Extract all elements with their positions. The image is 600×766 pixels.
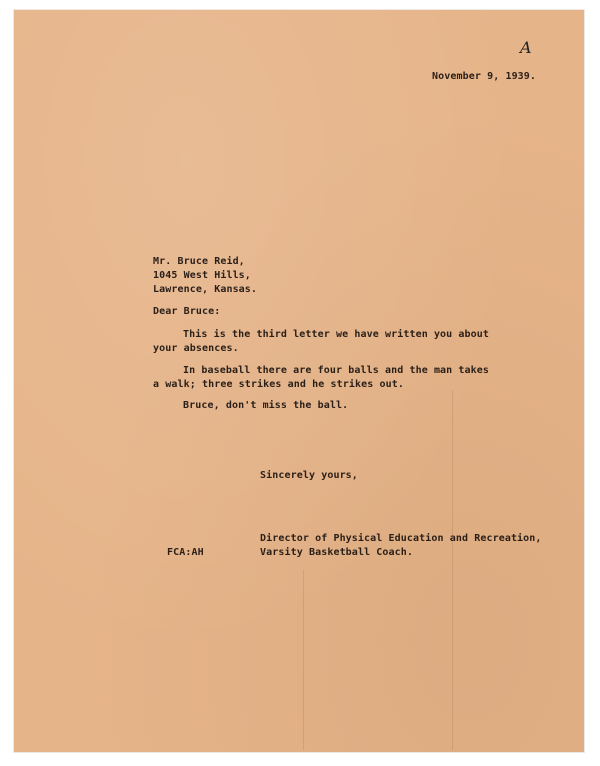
letter-date: November 9, 1939. <box>432 71 537 82</box>
letter-page <box>14 10 584 752</box>
corner-mark: A <box>520 38 532 57</box>
paragraph-3-line-1: Bruce, don't miss the ball. <box>183 400 349 411</box>
recipient-street: 1045 West Hills, <box>153 270 251 281</box>
closing: Sincerely yours, <box>260 470 358 481</box>
paragraph-2-line-1: In baseball there are four balls and the man takes <box>183 365 490 376</box>
paragraph-1-line-1: This is the third letter we have written you about <box>183 329 490 340</box>
paragraph-2-line-2: a walk; three strikes and he strikes out. <box>153 379 404 390</box>
salutation: Dear Bruce: <box>153 306 221 317</box>
typist-initials: FCA:AH <box>167 547 204 558</box>
paper-crease <box>303 570 304 750</box>
paper-crease <box>452 390 453 750</box>
paragraph-1-line-2: your absences. <box>153 343 239 354</box>
signature-title-2: Varsity Basketball Coach. <box>260 547 414 558</box>
recipient-name: Mr. Bruce Reid, <box>153 256 245 267</box>
signature-title-1: Director of Physical Education and Recreation, <box>260 533 542 544</box>
recipient-city: Lawrence, Kansas. <box>153 284 258 295</box>
